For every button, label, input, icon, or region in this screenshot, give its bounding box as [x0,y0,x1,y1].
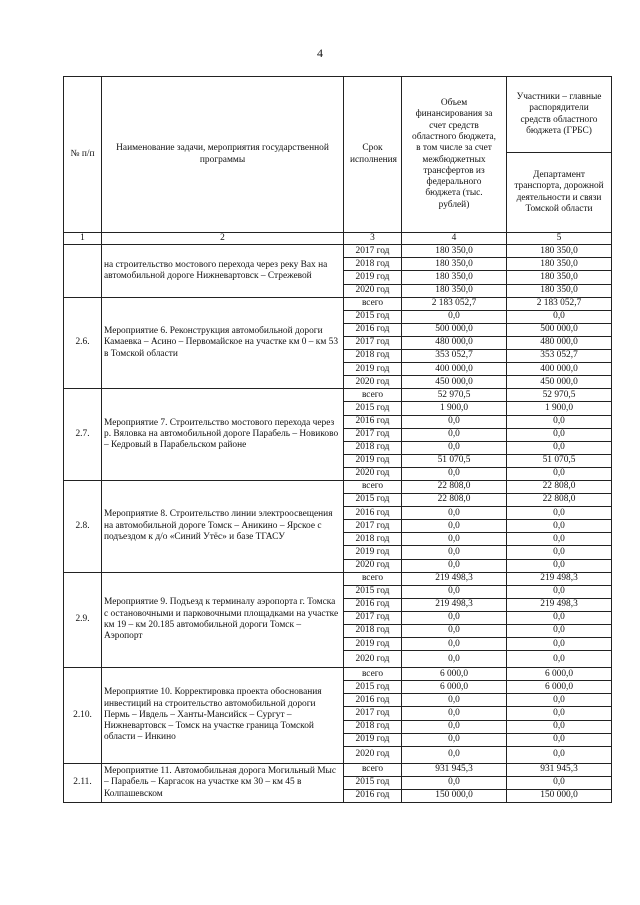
grbs-cell: 219 498,3 [507,598,612,611]
index-cell: 5 [507,233,612,245]
term-cell: 2015 год [344,310,402,323]
volume-cell: 0,0 [402,611,507,624]
index-cell: 4 [402,233,507,245]
grbs-cell: 0,0 [507,733,612,746]
volume-cell: 0,0 [402,310,507,323]
term-cell: 2020 год [344,746,402,763]
term-cell: 2019 год [344,638,402,651]
volume-cell: 0,0 [402,467,507,480]
volume-cell: 1 900,0 [402,402,507,415]
volume-cell: 931 945,3 [402,763,507,776]
index-cell: 3 [344,233,402,245]
grbs-cell: 180 350,0 [507,284,612,297]
header-volume: Объем финансирования за счет средств областного бюджета, в том числе за счет межбюджетных трансфертов из федерального бюджета (тыс. рублей) [402,77,507,233]
term-cell: 2015 год [344,494,402,507]
term-cell: 2015 год [344,776,402,789]
item-number: 2.11. [64,763,102,802]
header-no: № п/п [64,77,102,233]
volume-cell: 0,0 [402,507,507,520]
term-cell: 2019 год [344,271,402,284]
table-row [64,572,612,585]
grbs-cell: 0,0 [507,441,612,454]
volume-cell: 0,0 [402,520,507,533]
term-cell: 2017 год [344,611,402,624]
volume-cell: 180 350,0 [402,245,507,258]
term-cell: 2019 год [344,454,402,467]
term-cell: 2020 год [344,467,402,480]
volume-cell: 219 498,3 [402,598,507,611]
grbs-cell: 0,0 [507,559,612,572]
term-cell: 2016 год [344,323,402,336]
grbs-cell: 0,0 [507,585,612,598]
volume-cell: 0,0 [402,559,507,572]
volume-cell: 450 000,0 [402,376,507,389]
term-cell: 2018 год [344,533,402,546]
term-cell: 2017 год [344,707,402,720]
term-cell: 2018 год [344,441,402,454]
volume-cell: 0,0 [402,415,507,428]
volume-cell: 0,0 [402,546,507,559]
table-row [64,763,612,776]
volume-cell: 180 350,0 [402,271,507,284]
volume-cell: 0,0 [402,720,507,733]
table-body [64,245,612,803]
volume-cell: 0,0 [402,746,507,763]
item-number [64,245,102,297]
term-cell: 2015 год [344,681,402,694]
table-row [64,668,612,681]
term-cell: 2018 год [344,258,402,271]
grbs-cell: 22 808,0 [507,494,612,507]
term-cell: всего [344,572,402,585]
volume-cell: 2 183 052,7 [402,297,507,310]
item-name: Мероприятие 6. Реконструкция автомобильной дороги Камаевка – Асино – Первомайское на участке км 0 – км 53 в Томской области [102,297,344,389]
grbs-cell: 0,0 [507,720,612,733]
grbs-cell: 0,0 [507,651,612,668]
term-cell: 2019 год [344,363,402,376]
page-number: 4 [317,46,323,60]
item-number: 2.9. [64,572,102,668]
term-cell: 2018 год [344,720,402,733]
term-cell: всего [344,297,402,310]
header-name: Наименование задачи, мероприятия государственной программы [102,77,344,233]
term-cell: 2018 год [344,350,402,363]
term-cell: 2020 год [344,284,402,297]
volume-cell: 180 350,0 [402,258,507,271]
volume-cell: 6 000,0 [402,668,507,681]
volume-cell: 22 808,0 [402,480,507,493]
item-name: Мероприятие 10. Корректировка проекта обоснования инвестиций на строительство автомобильной дороги Пермь – Ивдель – Ханты-Мансийск – Сургут – Нижневартовск – Томск на участке граница Томской области – Инкино [102,668,344,764]
volume-cell: 0,0 [402,428,507,441]
term-cell: 2016 год [344,694,402,707]
grbs-cell: 0,0 [507,694,612,707]
grbs-cell: 0,0 [507,746,612,763]
term-cell: 2016 год [344,789,402,802]
term-cell: 2020 год [344,651,402,668]
grbs-cell: 0,0 [507,533,612,546]
term-cell: 2017 год [344,428,402,441]
grbs-cell: 0,0 [507,546,612,559]
volume-cell: 0,0 [402,651,507,668]
volume-cell: 0,0 [402,625,507,638]
term-cell: 2016 год [344,507,402,520]
table-row [64,480,612,493]
grbs-cell: 0,0 [507,625,612,638]
term-cell: всего [344,389,402,402]
item-number: 2.8. [64,480,102,572]
grbs-cell: 400 000,0 [507,363,612,376]
grbs-cell: 0,0 [507,707,612,720]
grbs-cell: 353 052,7 [507,350,612,363]
header-grbs-dept: Департамент транспорта, дорожной деятельности и связи Томской области [507,153,612,233]
volume-cell: 0,0 [402,638,507,651]
volume-cell: 180 350,0 [402,284,507,297]
grbs-cell: 219 498,3 [507,572,612,585]
grbs-cell: 450 000,0 [507,376,612,389]
item-name: Мероприятие 8. Строительство линии электроосвещения на автомобильной дороге Томск – Аникино – Ярское с подъездом к д/о «Синий Утёс» и базе ТГАСУ [102,480,344,572]
volume-cell: 0,0 [402,533,507,546]
grbs-cell: 180 350,0 [507,258,612,271]
grbs-cell: 180 350,0 [507,245,612,258]
term-cell: 2017 год [344,336,402,349]
grbs-cell: 500 000,0 [507,323,612,336]
term-cell: 2016 год [344,598,402,611]
grbs-cell: 0,0 [507,428,612,441]
index-cell: 1 [64,233,102,245]
grbs-cell: 931 945,3 [507,763,612,776]
grbs-cell: 150 000,0 [507,789,612,802]
volume-cell: 0,0 [402,694,507,707]
grbs-cell: 180 350,0 [507,271,612,284]
term-cell: 2019 год [344,546,402,559]
term-cell: 2018 год [344,625,402,638]
financing-table [63,76,612,803]
term-cell: 2017 год [344,520,402,533]
grbs-cell: 2 183 052,7 [507,297,612,310]
item-name: на строительство мостового перехода через реку Вах на автомобильной дороге Нижневартовск – Стрежевой [102,245,344,297]
volume-cell: 150 000,0 [402,789,507,802]
grbs-cell: 0,0 [507,638,612,651]
term-cell: 2020 год [344,376,402,389]
volume-cell: 400 000,0 [402,363,507,376]
term-cell: 2017 год [344,245,402,258]
term-cell: всего [344,480,402,493]
item-number: 2.7. [64,389,102,481]
table-row [64,389,612,402]
grbs-cell: 0,0 [507,776,612,789]
term-cell: всего [344,763,402,776]
grbs-cell: 1 900,0 [507,402,612,415]
volume-cell: 6 000,0 [402,681,507,694]
item-number: 2.6. [64,297,102,389]
volume-cell: 22 808,0 [402,494,507,507]
term-cell: 2020 год [344,559,402,572]
index-cell: 2 [102,233,344,245]
table-row [64,297,612,310]
volume-cell: 480 000,0 [402,336,507,349]
item-number: 2.10. [64,668,102,764]
volume-cell: 0,0 [402,733,507,746]
header-term: Срок исполнения [344,77,402,233]
grbs-cell: 0,0 [507,520,612,533]
term-cell: 2016 год [344,415,402,428]
table-header [64,77,612,245]
grbs-cell: 6 000,0 [507,681,612,694]
header-grbs-top: Участники – главные распорядители средств областного бюджета (ГРБС) [507,77,612,153]
volume-cell: 51 070,5 [402,454,507,467]
grbs-cell: 0,0 [507,611,612,624]
item-name: Мероприятие 7. Строительство мостового перехода через р. Вяловка на автомобильной дороге Парабель – Новиково – Кедровый в Парабельском районе [102,389,344,481]
item-name: Мероприятие 9. Подъезд к терминалу аэропорта г. Томска с остановочными и парковочными площадками на участке км 19 – км 20.185 автомобильной дороги Томск – Аэропорт [102,572,344,668]
term-cell: 2015 год [344,402,402,415]
grbs-cell: 0,0 [507,507,612,520]
grbs-cell: 52 970,5 [507,389,612,402]
table-row [64,245,612,258]
volume-cell: 0,0 [402,707,507,720]
grbs-cell: 22 808,0 [507,480,612,493]
volume-cell: 0,0 [402,441,507,454]
volume-cell: 0,0 [402,776,507,789]
volume-cell: 219 498,3 [402,572,507,585]
grbs-cell: 0,0 [507,467,612,480]
term-cell: 2019 год [344,733,402,746]
grbs-cell: 0,0 [507,310,612,323]
grbs-cell: 51 070,5 [507,454,612,467]
index-row [64,233,612,245]
grbs-cell: 480 000,0 [507,336,612,349]
term-cell: 2015 год [344,585,402,598]
grbs-cell: 0,0 [507,415,612,428]
term-cell: всего [344,668,402,681]
volume-cell: 353 052,7 [402,350,507,363]
volume-cell: 0,0 [402,585,507,598]
grbs-cell: 6 000,0 [507,668,612,681]
volume-cell: 500 000,0 [402,323,507,336]
volume-cell: 52 970,5 [402,389,507,402]
item-name: Мероприятие 11. Автомобильная дорога Могильный Мыс – Парабель – Каргасок на участке км 30 – км 45 в Колпашевском [102,763,344,802]
